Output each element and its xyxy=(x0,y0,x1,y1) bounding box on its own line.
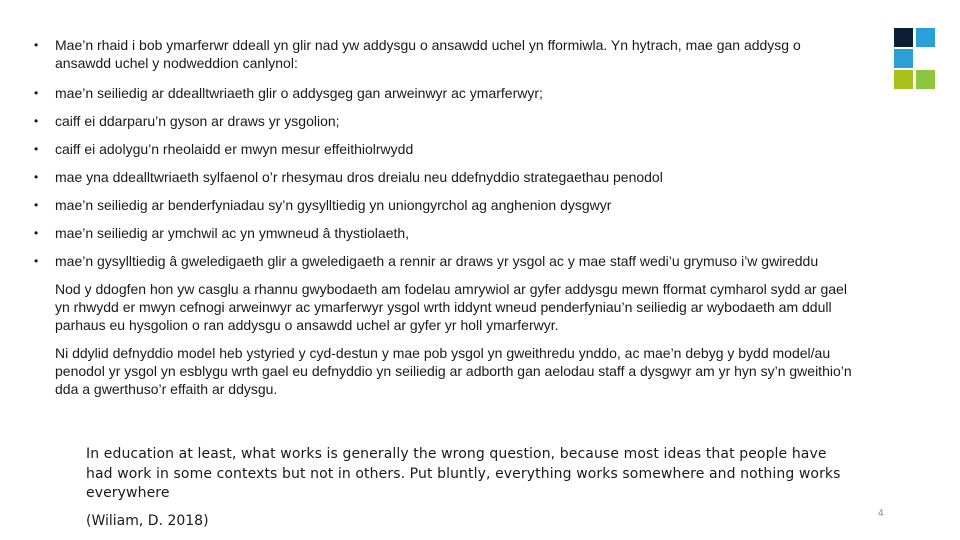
bullet-item xyxy=(34,36,854,72)
bullet-dot: • xyxy=(34,170,39,184)
logo-square xyxy=(916,70,935,89)
bullet-dot: • xyxy=(34,142,39,156)
logo-square xyxy=(916,28,935,47)
bullet-text: caiff ei adolygu’n rheolaidd er mwyn mesur effeithiolrwydd xyxy=(55,141,414,157)
slide-body xyxy=(34,36,854,408)
bullet-text: caiff ei ddarparu’n gyson ar draws yr ysgolion; xyxy=(55,113,340,129)
bullet-dot: • xyxy=(34,226,39,240)
bullet-item xyxy=(34,140,854,158)
logo-square xyxy=(894,28,913,47)
bullet-dot: • xyxy=(34,86,39,100)
bullet-dot: • xyxy=(34,114,39,128)
logo-squares xyxy=(894,28,936,90)
quote-text: In education at least, what works is generally the wrong question, because most ideas that people have had work in some contexts but not in others. Put bluntly, everything works somewhere and nothing works everywhere xyxy=(86,446,841,501)
body-paragraph: Nod y ddogfen hon yw casglu a rhannu gwybodaeth am fodelau amrywiol ar gyfer addysgu mewn fformat cymharol sydd ar gael yn rhwydd er mwyn cefnogi arweinwyr ac ymarferwyr ysgol wrth iddynt wneud penderfyniau’n seiliedig ar wybodaeth am ddull parhaus eu hysgolion o ran addysgu o ansawdd uchel ar gyfer yr holl ymarferwyr. xyxy=(55,281,847,333)
bullet-dot: • xyxy=(34,198,39,212)
bullet-text: mae’n seiliedig ar ddealltwriaeth glir o addysgeg gan arweinwyr ac ymarferwyr; xyxy=(55,85,543,101)
quote-citation: (Wiliam, D. 2018) xyxy=(86,513,209,529)
bullet-text: mae’n gysylltiedig â gweledigaeth glir a gweledigaeth a rennir ar draws yr ysgol ac y mae staff wedi’u grymuso i’w gwireddu xyxy=(55,253,819,269)
bullet-item xyxy=(34,168,854,186)
bullet-dot: • xyxy=(34,254,39,268)
bullet-dot: • xyxy=(34,38,39,52)
bullet-item xyxy=(34,112,854,130)
bullet-item xyxy=(34,84,854,102)
bullet-item xyxy=(34,196,854,214)
bullet-item xyxy=(34,224,854,242)
bullet-text: mae yna ddealltwriaeth sylfaenol o’r rhesymau dros dreialu neu ddefnyddio strategaethau penodol xyxy=(55,169,663,185)
logo-square xyxy=(894,70,913,89)
body-paragraph: Ni ddylid defnyddio model heb ystyried y cyd-destun y mae pob ysgol yn gweithredu ynddo, ac mae’n debyg y bydd model/au penodol yr ysgol yn esblygu wrth gael eu defnyddio yn seiliedig ar adborth gan aelodau staff a dysgwyr am yr hyn sy’n gweithio’n dda a gwerthuso’r effaith ar ddysgu. xyxy=(55,345,852,397)
bullet-text: Mae’n rhaid i bob ymarferwr ddeall yn glir nad yw addysgu o ansawdd uchel yn fformiwla. Yn hytrach, mae gan addysg o ansawdd uchel y nodweddion canlynol: xyxy=(55,37,801,71)
logo-square xyxy=(894,49,913,68)
page-number: 4 xyxy=(878,508,884,519)
bullet-text: mae’n seiliedig ar benderfyniadau sy’n gysylltiedig yn uniongyrchol ag anghenion dysgwyr xyxy=(55,197,612,213)
bullet-item xyxy=(34,252,854,270)
bullet-text: mae’n seiliedig ar ymchwil ac yn ymwneud â thystiolaeth, xyxy=(55,225,410,241)
